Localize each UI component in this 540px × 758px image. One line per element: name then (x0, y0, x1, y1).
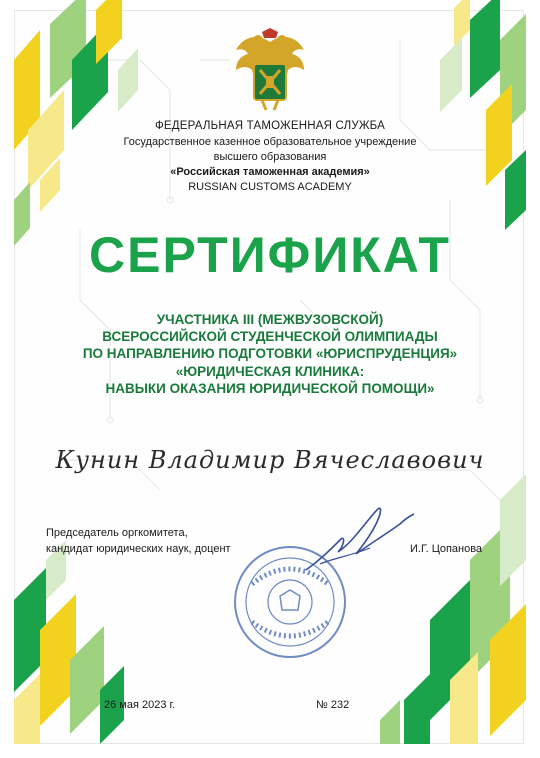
certificate-title: СЕРТИФИКАТ (89, 227, 451, 283)
subtitle-line-4: «ЮРИДИЧЕСКАЯ КЛИНИКА: (175, 364, 365, 379)
corner-shards-bottom-left (14, 540, 124, 744)
handwritten-signature-icon (300, 500, 420, 580)
signatory-role-line-2: кандидат юридических наук, доцент (46, 543, 231, 555)
double-headed-eagle-emblem-icon (232, 28, 308, 112)
signatory-name: И.Г. Цопанова (410, 543, 483, 555)
subtitle-line-3: ПО НАПРАВЛЕНИЮ ПОДГОТОВКИ «ЮРИСПРУДЕНЦИЯ» (82, 346, 458, 361)
subtitle-line-1: УЧАСТНИКА III (МЕЖВУЗОВСКОЙ) (156, 312, 384, 327)
org-name-english: RUSSIAN CUSTOMS ACADEMY (188, 181, 352, 193)
signatory-role-line-1: Председатель оргкомитета, (46, 527, 188, 539)
subtitle-line-5: НАВЫКИ ОКАЗАНИЯ ЮРИДИЧЕСКОЙ ПОМОЩИ» (105, 381, 435, 396)
org-agency: ФЕДЕРАЛЬНАЯ ТАМОЖЕННАЯ СЛУЖБА (154, 120, 386, 132)
recipient-name: Кунин Владимир Вячеславович (55, 446, 485, 474)
subtitle-line-2: ВСЕРОССИЙСКОЙ СТУДЕНЧЕСКОЙ ОЛИМПИАДЫ (102, 329, 438, 344)
issue-date: 26 мая 2023 г. (104, 699, 176, 711)
org-name: «Российская таможенная академия» (170, 166, 370, 178)
certificate-number: № 232 (316, 699, 350, 711)
org-type: Государственное казенное образовательное учреждение (123, 136, 417, 148)
corner-shards-top-right (440, 0, 526, 230)
org-level: высшего образования (213, 151, 327, 163)
